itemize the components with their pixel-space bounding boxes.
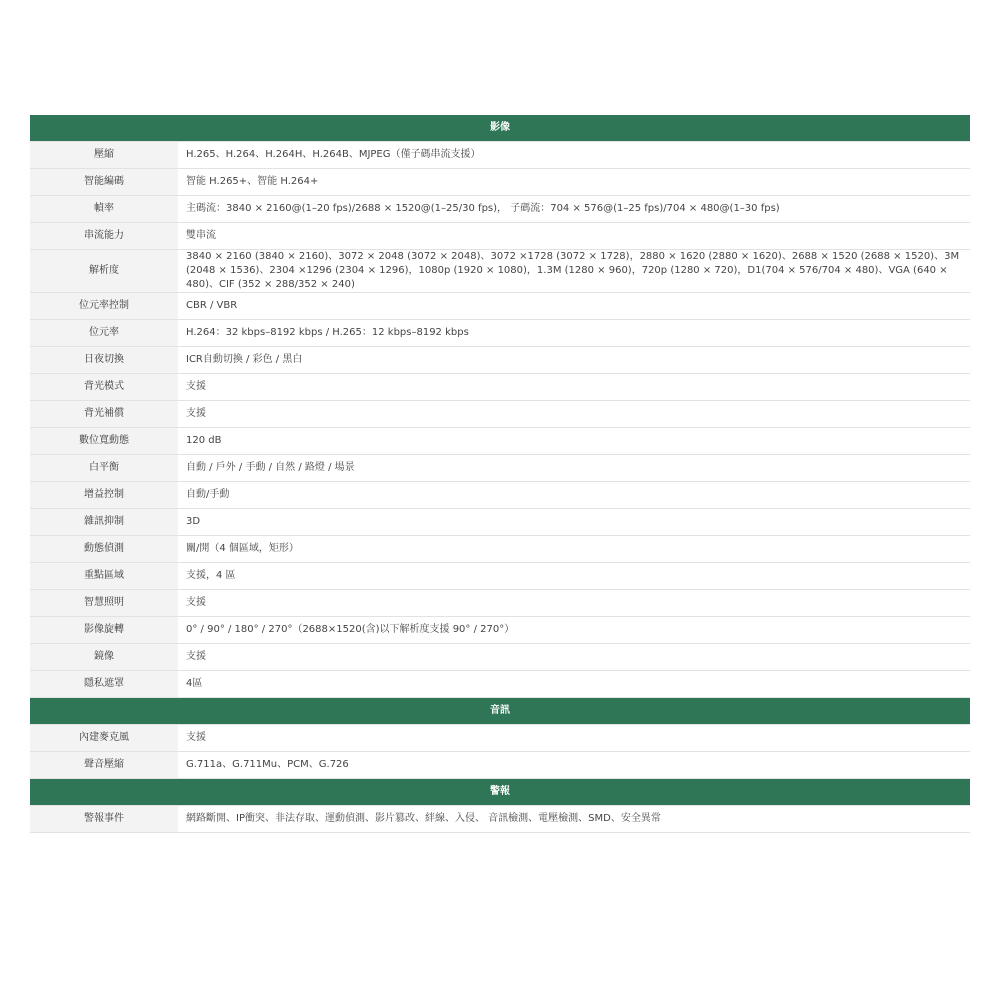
spec-row (30, 806, 970, 833)
spec-label: 智慧照明 (30, 590, 178, 617)
section-header (30, 698, 970, 725)
spec-row (30, 590, 970, 617)
spec-row (30, 482, 970, 509)
spec-label: 動態偵測 (30, 536, 178, 563)
spec-row (30, 142, 970, 169)
spec-row (30, 428, 970, 455)
spec-value: 支援，4 區 (178, 563, 970, 590)
spec-label: 智能編碼 (30, 169, 178, 196)
spec-value: 支援 (178, 401, 970, 428)
section-header (30, 779, 970, 806)
spec-label: 位元率 (30, 320, 178, 347)
spec-table-body (30, 115, 970, 833)
spec-value: ICR自動切換 / 彩色 / 黑白 (178, 347, 970, 374)
section-title: 影像 (30, 115, 970, 142)
section-title: 音訊 (30, 698, 970, 725)
spec-label: 白平衡 (30, 455, 178, 482)
spec-label: 日夜切換 (30, 347, 178, 374)
spec-row (30, 725, 970, 752)
spec-row (30, 671, 970, 698)
spec-row (30, 169, 970, 196)
spec-value: 智能 H.265+、智能 H.264+ (178, 169, 970, 196)
spec-row (30, 644, 970, 671)
spec-value: 3840 × 2160 (3840 × 2160)、3072 × 2048 (3072 × 2048)、3072 ×1728 (3072 × 1728)，2880 × 1620 (2880 × 1620)、2688 × 1520 (2688 × 1520)、3M (2048 × 1536)、2304 ×1296 (2304 × 1296)，1080p (1920 × 1080)，1.3M (1280 × 960)，720p (1280 × 720)，D1(704 × 576/704 × 480)、VGA (640 × 480)、CIF (352 × 288/352 × 240) (178, 250, 970, 293)
spec-value: 自動/手動 (178, 482, 970, 509)
spec-row (30, 320, 970, 347)
spec-label: 內建麥克風 (30, 725, 178, 752)
spec-row (30, 374, 970, 401)
spec-row (30, 617, 970, 644)
spec-value: 網路斷開、IP衝突、非法存取、運動偵測、影片篡改、絆線、入侵、 音訊檢測、電壓檢測、SMD、安全異常 (178, 806, 970, 833)
spec-row (30, 563, 970, 590)
spec-value: 120 dB (178, 428, 970, 455)
spec-label: 影像旋轉 (30, 617, 178, 644)
spec-row (30, 455, 970, 482)
spec-value: CBR / VBR (178, 293, 970, 320)
spec-value: 主碼流：3840 × 2160@(1–20 fps)/2688 × 1520@(1–25/30 fps)， 子碼流：704 × 576@(1–25 fps)/704 × 480@(1–30 fps) (178, 196, 970, 223)
spec-row (30, 401, 970, 428)
spec-value: 雙串流 (178, 223, 970, 250)
spec-row (30, 509, 970, 536)
spec-value: 4區 (178, 671, 970, 698)
spec-value: 支援 (178, 374, 970, 401)
spec-row (30, 536, 970, 563)
section-header (30, 115, 970, 142)
spec-label: 鏡像 (30, 644, 178, 671)
spec-value: H.265、H.264、H.264H、H.264B、MJPEG（僅子碼串流支援） (178, 142, 970, 169)
spec-label: 數位寬動態 (30, 428, 178, 455)
spec-value: 支援 (178, 644, 970, 671)
spec-label: 重點區域 (30, 563, 178, 590)
spec-value: H.264：32 kbps–8192 kbps / H.265：12 kbps–8192 kbps (178, 320, 970, 347)
spec-row (30, 293, 970, 320)
spec-label: 解析度 (30, 250, 178, 293)
spec-value: 0° / 90° / 180° / 270°（2688×1520(含)以下解析度支援 90° / 270°） (178, 617, 970, 644)
spec-row (30, 347, 970, 374)
spec-label: 增益控制 (30, 482, 178, 509)
spec-value: 支援 (178, 590, 970, 617)
spec-label: 串流能力 (30, 223, 178, 250)
spec-row (30, 250, 970, 293)
spec-value: G.711a、G.711Mu、PCM、G.726 (178, 752, 970, 779)
spec-label: 警報事件 (30, 806, 178, 833)
spec-table (30, 115, 970, 833)
spec-label: 隱私遮罩 (30, 671, 178, 698)
spec-label: 背光模式 (30, 374, 178, 401)
spec-value: 3D (178, 509, 970, 536)
spec-value: 關/開（4 個區域，矩形） (178, 536, 970, 563)
spec-label: 位元率控制 (30, 293, 178, 320)
spec-row (30, 223, 970, 250)
spec-row (30, 196, 970, 223)
spec-label: 幀率 (30, 196, 178, 223)
spec-label: 壓縮 (30, 142, 178, 169)
spec-label: 雜訊抑制 (30, 509, 178, 536)
spec-row (30, 752, 970, 779)
spec-value: 自動 / 戶外 / 手動 / 自然 / 路燈 / 場景 (178, 455, 970, 482)
spec-label: 聲音壓縮 (30, 752, 178, 779)
spec-label: 背光補償 (30, 401, 178, 428)
section-title: 警報 (30, 779, 970, 806)
spec-value: 支援 (178, 725, 970, 752)
